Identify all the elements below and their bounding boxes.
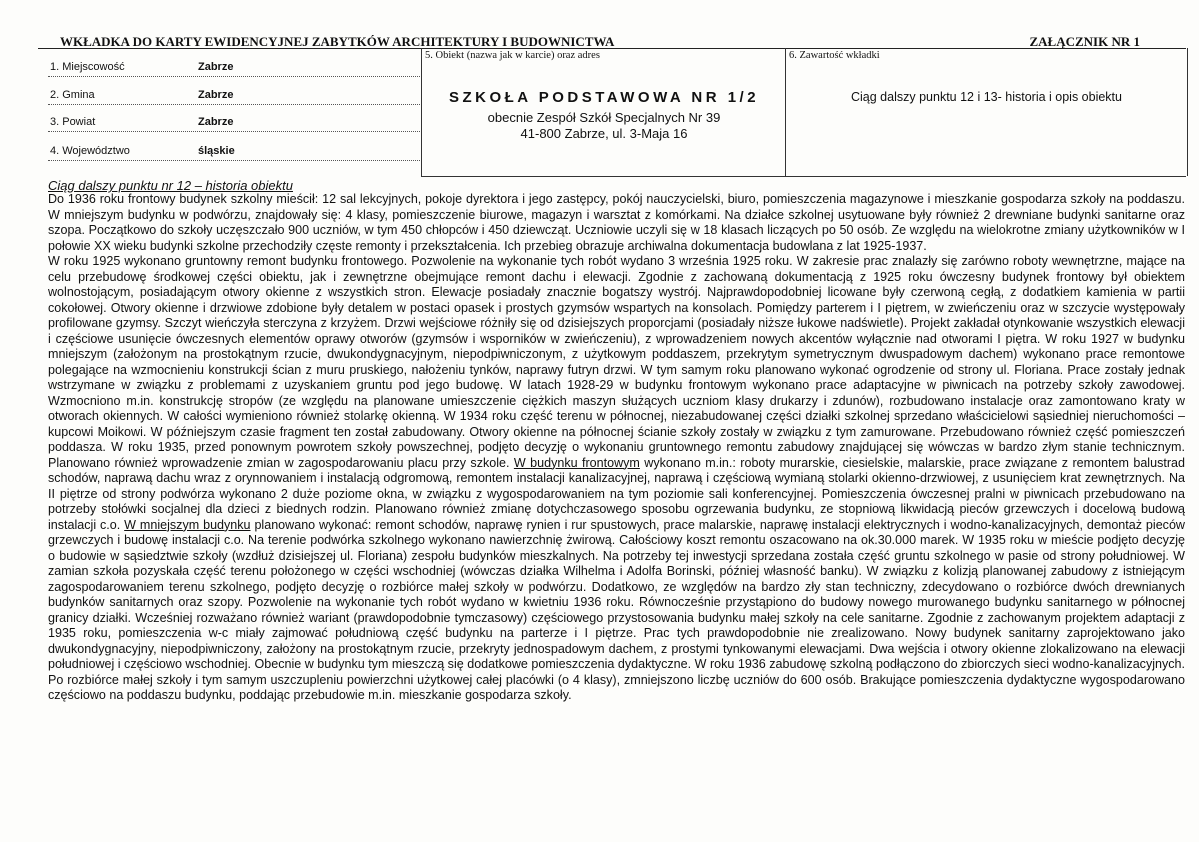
paragraph-text: wykonano m.in.: roboty murarskie, ciesielskie, malarskie, prace związane z remontem balustrad schodów, naprawą dachu wraz z orynnowaniem i instalacją odgromową, remontem instalacji kanalizacyjnej, naprawą i częściową wymianą stolarki okienno-drzwiowej, z usunięciem krat zewnętrznych. Na II piętrze od strony podwórza wykonano 2 duże poziome okna, w związku z wygospodarowaniem na tym poziomie sali konferencyjnej. Pomieszczenia ówczesnej pralni w piwnicach przebudowano na potrzeby stołówki socjalnej dla dzieci z biednych rodzin. Planowano również zmianę dotychczasowego sposobu ogrzewania budynku, ze stopniową likwidacją pieców grzewczych i docelową budową instalacji c.o. <box>48 455 1185 532</box>
field-locality <box>48 56 420 77</box>
school-name: SZKOŁA PODSTAWOWA NR 1/2 <box>448 89 760 106</box>
field-label: 3. Powiat <box>50 116 96 128</box>
school-current-name: obecnie Zespół Szkół Specjalnych Nr 39 <box>487 110 721 125</box>
history-text <box>48 192 1185 704</box>
paragraph-text: planowano wykonać: remont schodów, naprawę rynien i rur spustowych, prace malarskie, naprawę instalacji elektrycznych i wodno-kanalizacyjnych, demontaż pieców grzewczych i budowę instalacji c.o. Na terenie podwórka szkolnego wykonano nawierzchnię żwirową. Całościowy koszt remontu oszacowano na ok.30.000 marek. W 1935 roku w mieście podjęto decyzję o budowie w sąsiedztwie szkoły (wzdłuż dzisiejszej ul. Floriana) zespołu budynków mieszkalnych. Na potrzeby tej inwestycji sprzedana została część gruntu szkolnego w pasie od strony południowej. W zamian szkoła pozyskała część terenu położonego w części wschodniej (wówczas działka Wilhelma i Adolfa Borinski, później własność banku). W związku z kolizją planowanej zabudowy z istniejącym zagospodarowaniem terenu szkolnego, podjęto decyzję o rozbiórce małej szkoły w podwórzu. Dodatkowo, ze względów na bardzo zły stan techniczny, zdecydowano o rozbiórce dwóch drewnianych budynków sanitarnych oraz szopy. Pozwolenie na wykonanie tych robót wydano w kwietniu 1936 roku. Równocześnie przystąpiono do budowy nowego murowanego budynku sanitarnego w północnej granicy działki. Wcześniej rozważano również wariant (prawdopodobnie tymczasowy) częściowego przystosowania budynku małej szkoły na cele sanitarne. Zgodnie z zachowanym projektem adaptacji z 1935 roku, pomieszczenia w-c miały zajmować południową część budynku na parterze i I piętrze. Prac tych prawdopodobnie nie zrealizowano. Nowy budynek sanitarny zaprojektowano jako dwukondygnacyjny, niepodpiwniczony, założony na prostokątnym rzucie, przekryty jednospadowym dachem, z prostymi tynkowanymi elewacjami. Dwa wejścia i otwory okienne zlokalizowano na elewacji południowej i częściowo wschodniej. Obecnie w budynku tym mieszczą się dodatkowe pomieszczenia dydaktyczne. W roku 1936 zabudowę szkolną podłączono do zbiorczych sieci wodno-kanalizacyjnych. Po rozbiórce małej szkoły i tym samym uszczupleniu powierzchni użytkowej całej placówki (o 4 klasy), zmniejszono liczbę uczniów do 600 osób. Brakujące pomieszczenia dydaktyczne wygospodarowano częściowo na poddaszu budynku, poddając przebudowie m.in. mieszkanie gospodarza szkoły. <box>48 517 1185 702</box>
field-value: Zabrze <box>198 61 234 73</box>
document-title: WKŁADKA DO KARTY EWIDENCYJNEJ ZABYTKÓW ARCHITEKTURY I BUDOWNICTWA <box>60 34 615 49</box>
attachment-number: ZAŁĄCZNIK NR 1 <box>1029 34 1140 49</box>
field-voivodeship <box>48 140 420 161</box>
paragraph: Do 1936 roku frontowy budynek szkolny mieścił: 12 sal lekcyjnych, pokoje dyrektora i jego zastępcy, pokój nauczycielski, biuro, pomieszczenia magazynowe i mieszkanie gospodarza szkoły na poddaszu. W mniejszym budynku w podwórzu, znajdowały się: 4 klasy, pomieszczenie biurowe, magazyn i warsztat z komórkami. Na działce szkolnej usytuowane były również 2 drewniane budynki sanitarne oraz szopa. Początkowo do szkoły uczęszczało 900 uczniów, w tym 450 chłopców i 450 dziewcząt. Uczniowie uczyli się w 18 klasach liczących po 50 osób. Ze względu na wielokrotne zmiany użytkowników w I połowie XX wieku budynki szkolne przechodziły częste remonty i przekształcenia. Ich przebieg obrazuje archiwalna dokumentacja budowlana z lat 1925-1937. <box>48 192 1185 253</box>
field-label: 1. Miejscowość <box>50 61 125 73</box>
school-address: 41-800 Zabrze, ul. 3-Maja 16 <box>520 126 688 141</box>
underlined-heading: W budynku frontowym <box>513 455 640 470</box>
contents-value: Ciąg dalszy punktu 12 i 13- historia i opis obiektu <box>851 90 1122 104</box>
field-label: 4. Województwo <box>50 145 130 157</box>
paragraph-text: W roku 1925 wykonano gruntowny remont budynku frontowego. Pozwolenie na wykonanie tych robót wydano 3 września 1925 roku. W zakresie prac znalazły się zarówno roboty wewnętrzne, mające na celu przebudowę środkowej części obiektu, jak i zewnętrzne obejmujące remont dachu i elewacji. Zgodnie z zachowaną dokumentacją z 1925 roku ówczesny budynek frontowy był obiektem wolnostojącym, posiadającym otwory okienne z wszystkich stron. Elewacje posiadały znacznie bogatszy wystrój. Najprawdopodobniej licowane były czerwoną cegłą, z dodatkiem kamienia w partii cokołowej. Otwory okienne i drzwiowe zdobione były detalem w postaci opasek i prostych gzymsów wspartych na konsolach. Pomiędzy parterem i I piętrem, w zwieńczeniu oraz w szczycie występowały profilowane gzymsy. Szczyt wieńczyła sterczyna z krzyżem. Drzwi wejściowe różniły się od dzisiejszych proporcjami (posiadały niższe łukowe nadświetle). Projekt zakładał otynkowanie wszystkich elewacji i częściowe usunięcie ówczesnych elementów oprawy otworów (gzymsów i wsporników w zwieńczeniu), z wprowadzeniem nowych akcentów wyłącznie nad otworami I piętra. W roku 1927 w budynku mniejszym (założonym na prostokątnym rzucie, dwukondygnacyjnym, niepodpiwniczonym, z użytkowym poddaszem, przekrytym symetrycznym dwuspadowym dachem) wykonano prace remontowe polegające na wzmocnieniu konstrukcji ścian z muru pruskiego, nałożeniu tynków, naprawy futryn drzwi. W tym samym roku planowano wykonać ogrodzenie od strony ul. Floriana. Prace zostały jednak wstrzymane w związku z problemami z uzyskaniem gruntu pod jego budowę. W latach 1928-29 w budynku frontowym wykonano prace adaptacyjne w piwnicach na potrzeby szkoły zawodowej. Wzmocniono m.in. konstrukcję stropów (ze względu na planowane umieszczenie ciężkich maszyn służących uczniom klasy drukarzy i zdunów), rozbudowano instalacje oraz zamontowano kraty w otworach okiennych. W całości wymieniono również stolarkę okienną. W 1934 roku część terenu w północnej, niezabudowanej części działki szkolnej sprzedano właścicielowi sąsiedniej nieruchomości – kupcowi Moikowi. W późniejszym czasie fragment ten został zabudowany. Otwory okienne na północnej ścianie szkoły zostały w związku z tym zamurowane. Przebudowano również część pomieszczeń poddasza. W roku 1935, przed ponownym powrotem szkoły powszechnej, podjęto decyzję o wykonaniu gruntownego remontu zabudowy znajdującej się wówczas w bardzo złym stanie technicznym. Planowano również wprowadzenie zmian w zagospodarowaniu placu przy szkole. <box>48 254 1185 470</box>
object-box <box>421 48 786 176</box>
contents-label: 6. Zawartość wkładki <box>789 50 880 61</box>
paragraph <box>48 254 1185 704</box>
contents-box <box>785 48 1188 176</box>
field-county <box>48 111 420 132</box>
field-value: śląskie <box>198 145 235 157</box>
field-label: 2. Gmina <box>50 89 95 101</box>
section-title: Ciąg dalszy punktu nr 12 – historia obiektu <box>48 178 293 193</box>
underlined-heading: W mniejszym budynku <box>124 517 251 532</box>
field-value: Zabrze <box>198 116 234 128</box>
box-bottom-rule <box>421 176 1186 177</box>
field-value: Zabrze <box>198 89 234 101</box>
field-commune <box>48 84 420 105</box>
object-label: 5. Obiekt (nazwa jak w karcie) oraz adres <box>425 50 600 61</box>
